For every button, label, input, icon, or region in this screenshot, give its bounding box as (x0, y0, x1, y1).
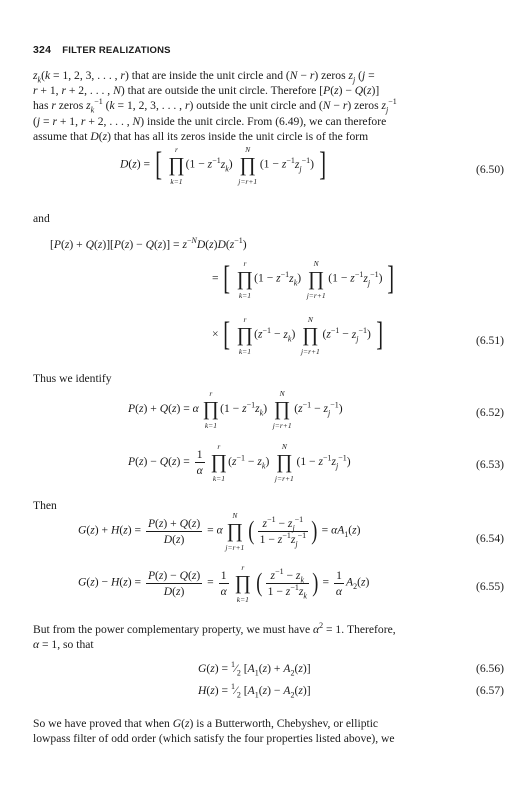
equation-6-51-line3: × [ ∏ r k=1 $(z^{-1} - z_k)$ ∏ N j=r+1 $(z^{-1} - z_j^{-1})$ ] (212, 314, 383, 356)
running-title: FILTER REALIZATIONS (62, 45, 171, 56)
running-header (33, 44, 171, 56)
thus-label: Thus we identify (33, 372, 112, 385)
eq-number-6-54: (6.54) (475, 532, 504, 545)
intro-paragraph: $z_k(k = 1$, 2, 3, . . . , r) that are inside the unit circle and (N − r) zeros $z_j$ (j = r + 1, r + 2, . . . , N) that are outside the unit circle. Therefore [P(z) − Q(z)] has r zeros $z_k^{-1}$ (k = 1, 2, 3, . . . , r) outside the unit circle and (N − r) zeros $z_j^{-1}$ (j = r + 1, r + 2, . . . , N) inside the unit circle. From (6.49), we can therefore assume that D(z) that has all its zeros inside the unit circle is of the form (33, 69, 397, 143)
then-label: Then (33, 499, 57, 512)
eq-number-6-51: (6.51) (475, 334, 504, 347)
and-label: and (33, 212, 50, 225)
equation-6-53: P(z) − Q(z) = $\frac{1}{\alpha}$ ∏ r k=1 $(z^{-1} - z_k)$ ∏ N j=r+1 $(1 - z^{-1}z_j^{-1})$ (128, 442, 351, 483)
eq-number-6-57: (6.57) (475, 684, 504, 697)
equation-6-51-line1: $[P(z) + Q(z)][P(z) - Q(z)] = z^{-N}D(z)D(z^{-1})$ (50, 236, 247, 251)
equation-6-54: G(z) + H(z) = $\frac{P(z) + Q(z)}{D(z)}$ = α ∏ N j=r+1 ( $\frac{z^{-1} - z_j^{-1}}{1 - z^{-1}z_j^{-1}}$ ) = $\alpha A_1(z)$ (78, 510, 361, 552)
eq-number-6-53: (6.53) (475, 458, 504, 471)
equation-6-52: P(z) + Q(z) = α ∏ r k=1 $(1 - z^{-1}z_k)$ ∏ N j=r+1 $(z^{-1} - z_j^{-1})$ (128, 389, 343, 430)
equation-6-50: D(z) = [ ∏ r k=1 $(1 - z^{-1}z_k)$ ∏ N j=r+1 $(1 - z^{-1}z_j^{-1})$ ] (120, 144, 326, 186)
eq-number-6-50: (6.50) (475, 163, 504, 176)
eq-number-6-55: (6.55) (475, 580, 504, 593)
eq-number-6-56: (6.56) (475, 662, 504, 675)
equation-6-57: $H(z) = ^1⁄_2$ $[A_1(z) - A_2(z)]$ (198, 682, 311, 700)
equation-6-55: G(z) − H(z) = $\frac{P(z) - Q(z)}{D(z)}$ = $\frac{1}{\alpha}$ ∏ r k=1 ( $\frac{z^{-1} - z_k}{1 - z^{-1}z_k}$ ) = $\frac{1}{\alpha}$ $A_2(z)$ (78, 562, 370, 604)
power-paragraph: But from the power complementary property, we must have $\alpha^2 = 1$. Therefore, α = 1, so that (33, 621, 396, 652)
closing-paragraph: So we have proved that when G(z) is a Butterworth, Chebyshev, or elliptic lowpass filter of odd order (which satisfy the four properties listed above), we (33, 717, 395, 746)
equation-6-51-line2: = [ ∏ r k=1 $(1 - z^{-1}z_k)$ ∏ N j=r+1 $(1 - z^{-1}z_j^{-1})$ ] (212, 258, 395, 300)
eq-number-6-52: (6.52) (475, 406, 504, 419)
page-number: 324 (33, 44, 52, 56)
equation-6-56: $G(z) = ^1⁄_2$ $[A_1(z) + A_2(z)]$ (198, 660, 311, 678)
